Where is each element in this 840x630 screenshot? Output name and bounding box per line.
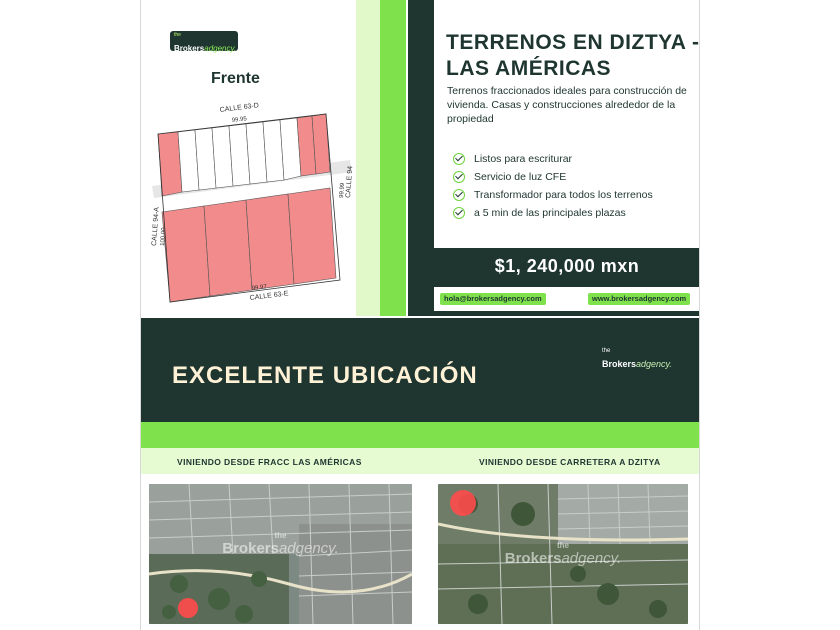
location-title: EXCELENTE UBICACIÓN [172, 362, 478, 389]
watermark-suffix: adgency. [561, 550, 622, 567]
logo-prefix: the [174, 32, 181, 38]
green-stripe [380, 0, 406, 316]
logo-name [602, 359, 672, 369]
website-link[interactable]: www.brokersadgency.com [588, 293, 690, 305]
watermark-name: Brokers [504, 550, 562, 567]
feature-item [453, 186, 653, 204]
email-link[interactable]: hola@brokersadgency.com [440, 293, 546, 305]
decor-stripes [356, 0, 410, 316]
map-watermark [149, 532, 412, 557]
watermark-prefix: the [557, 541, 569, 550]
dim-bottom-label: 99.97 [251, 284, 268, 292]
plan-heading: Frente [211, 70, 260, 87]
check-circle-icon [453, 171, 465, 183]
watermark-prefix: the [274, 531, 287, 540]
feature-text: Listos para escriturar [474, 153, 573, 165]
map-watermark [438, 542, 688, 567]
route-label-americas: VINIENDO DESDE FRACC LAS AMÉRICAS [177, 457, 362, 467]
check-circle-icon [453, 153, 465, 165]
lot-plan-area [140, 0, 360, 316]
feature-text: a 5 min de las principales plazas [474, 207, 626, 219]
listing-page [140, 0, 700, 630]
logo-name-text: Brokers [602, 359, 637, 369]
watermark-suffix: adgency. [278, 540, 339, 557]
brokers-logo-small [602, 348, 672, 372]
street-bottom-label: CALLE 63-E [249, 290, 289, 302]
street-top-label: CALLE 63-D [219, 102, 260, 114]
feature-text: Servicio de luz CFE [474, 171, 567, 183]
bottom-lot-row [162, 188, 336, 302]
check-circle-icon [453, 207, 465, 219]
dim-left-label: 100.00 [160, 227, 168, 247]
lot-bottom-3 [246, 194, 294, 290]
contact-bar [434, 287, 700, 311]
feature-item [453, 168, 653, 186]
page-edge-left [140, 0, 141, 630]
dim-top-label: 99.95 [231, 116, 248, 124]
price-label: $1, 240,000 mxn [494, 256, 640, 276]
flyer-title: TERRENOS EN DIZTYA - LAS AMÉRICAS [446, 31, 700, 80]
feature-item [453, 150, 653, 168]
location-marker-icon [177, 597, 199, 619]
map-carretera-dzitya [438, 484, 688, 624]
street-left-label: CALLE 94-A [151, 206, 161, 247]
feature-text: Transformador para todos los terrenos [474, 189, 653, 201]
property-flyer [140, 0, 700, 316]
flyer-description: Terrenos fraccionados ideales para construcción de vivienda. Casas y construcciones alrededor de la propiedad [447, 85, 687, 125]
logo-name-text: Brokers [174, 44, 205, 53]
route-label-carretera: VINIENDO DESDE CARRETERA A DZITYA [479, 457, 661, 467]
logo-suffix: adgency. [636, 359, 672, 369]
lot-bottom-4 [288, 188, 336, 284]
check-circle-icon [453, 189, 465, 201]
logo-prefix: the [602, 348, 611, 354]
accent-band [140, 422, 700, 448]
lot-bottom-2 [204, 200, 252, 296]
map-fracc-las-americas [149, 484, 412, 624]
location-marker-icon [448, 488, 478, 518]
dim-right-label: 99.99 [339, 182, 347, 199]
page-edge-right [699, 0, 700, 630]
street-right-label: CALLE 94 [345, 165, 355, 199]
feature-list [453, 150, 653, 222]
watermark-name: Brokers [222, 540, 279, 557]
lot-plan-diagram [140, 0, 360, 316]
logo-suffix: adgency. [204, 44, 237, 53]
top-lot-row [158, 114, 330, 196]
feature-item [453, 204, 653, 222]
